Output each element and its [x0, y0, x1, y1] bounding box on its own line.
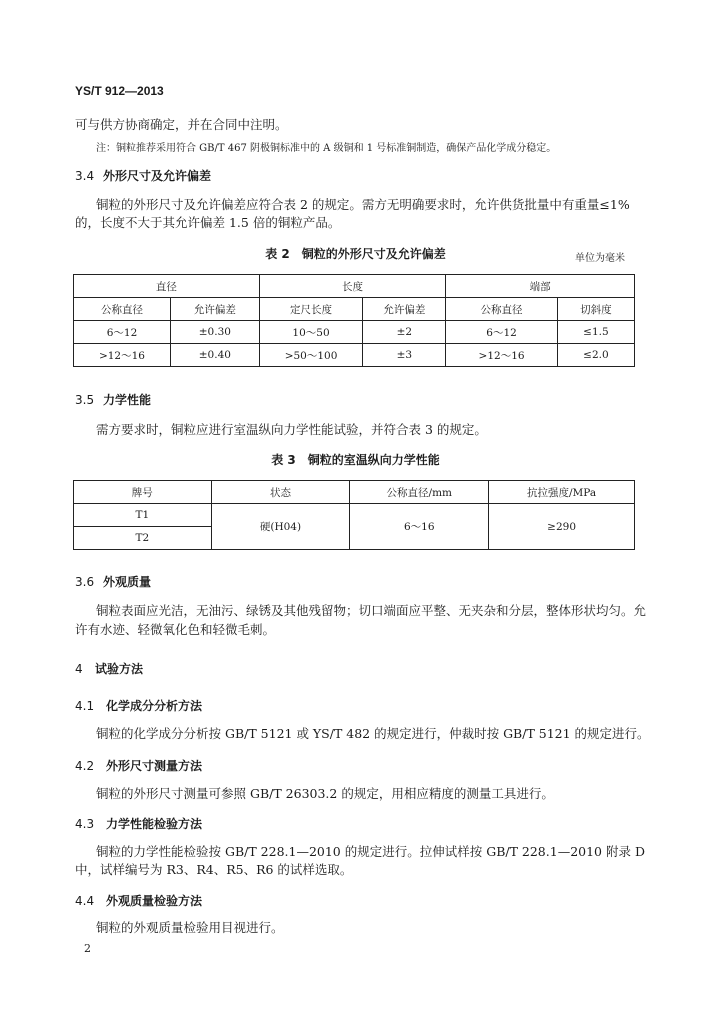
- section-title: 外形尺寸测量方法: [106, 759, 203, 773]
- table-header-cell: 公称直径: [74, 298, 171, 321]
- table2: [73, 274, 635, 367]
- table-cell: T2: [74, 527, 212, 550]
- table-header-cell: 允许偏差: [170, 298, 259, 321]
- intro-line: 可与供方协商确定，并在合同中注明。: [75, 117, 288, 132]
- section-4-3-para-line2: 中，试样编号为 R3、R4、R5、R6 的试样选取。: [75, 862, 353, 877]
- table-header-cell: 切斜度: [557, 298, 634, 321]
- table-row: [74, 321, 635, 344]
- table-cell: ±0.40: [170, 344, 259, 367]
- section-4-4-heading: [75, 892, 202, 909]
- section-title: 外观质量: [103, 575, 152, 589]
- table-cell: ≤1.5: [557, 321, 634, 344]
- table3: [73, 480, 635, 550]
- table-cell: 10～50: [259, 321, 363, 344]
- section-4-2-heading: [75, 757, 202, 774]
- table-cell: 6～12: [446, 321, 557, 344]
- table-cell: 6～12: [74, 321, 171, 344]
- table-header-cell: 牌号: [74, 481, 212, 504]
- section-3-4-heading: [75, 167, 211, 184]
- section-title: 力学性能检验方法: [106, 817, 203, 831]
- table-header-cell: 抗拉强度/MPa: [489, 481, 635, 504]
- table-group-header: 长度: [259, 275, 446, 298]
- section-number: 4.2: [75, 759, 95, 773]
- table-row: [74, 298, 635, 321]
- table-header-cell: 公称直径/mm: [350, 481, 489, 504]
- section-title: 力学性能: [103, 393, 152, 407]
- section-number: 3.4: [75, 169, 95, 183]
- section-4-2-para: 铜粒的外形尺寸测量可参照 GB/T 26303.2 的规定，用相应精度的测量工具进行。: [96, 786, 554, 801]
- table-cell: 6～16: [350, 504, 489, 550]
- section-3-4-para-line1: 铜粒的外形尺寸及允许偏差应符合表 2 的规定。需方无明确要求时，允许供货批量中有重量≤1%: [96, 197, 630, 212]
- section-title: 化学成分分析方法: [106, 699, 203, 713]
- section-number: 3.5: [75, 393, 95, 407]
- table-row: [74, 504, 635, 527]
- table-cell: ≤2.0: [557, 344, 634, 367]
- section-4-heading: [75, 660, 143, 677]
- table-header-cell: 允许偏差: [363, 298, 446, 321]
- section-number: 3.6: [75, 575, 95, 589]
- section-number: 4.1: [75, 699, 95, 713]
- section-3-4-para-line2: 的，长度不大于其允许偏差 1.5 倍的铜粒产品。: [75, 215, 341, 230]
- table-cell: ±3: [363, 344, 446, 367]
- table3-caption: 表 3 铜粒的室温纵向力学性能: [271, 453, 440, 467]
- section-3-6-para-line1: 铜粒表面应光洁，无油污、绿锈及其他残留物；切口端面应平整、无夹杂和分层，整体形状均匀。允: [96, 603, 647, 618]
- table-cell: 硬(H04): [211, 504, 350, 550]
- table-cell: ≥290: [489, 504, 635, 550]
- section-4-1-para: 铜粒的化学成分分析按 GB/T 5121 或 YS/T 482 的规定进行，仲裁时按 GB/T 5121 的规定进行。: [96, 726, 650, 741]
- section-3-6-para-line2: 许有水迹、轻微氧化色和轻微毛刺。: [75, 622, 276, 637]
- section-title: 外形尺寸及允许偏差: [103, 169, 212, 183]
- table-cell: >12～16: [74, 344, 171, 367]
- section-3-5-heading: [75, 391, 151, 408]
- table2-unit: 单位为毫米: [575, 253, 625, 264]
- table-row: [74, 275, 635, 298]
- table-cell: T1: [74, 504, 212, 527]
- table2-caption: 表 2 铜粒的外形尺寸及允许偏差: [265, 247, 446, 261]
- table-header-cell: 状态: [211, 481, 350, 504]
- section-3-6-heading: [75, 573, 151, 590]
- section-4-3-heading: [75, 815, 202, 832]
- table-cell: >12～16: [446, 344, 557, 367]
- page-number: 2: [84, 942, 91, 955]
- section-title: 试验方法: [95, 662, 144, 676]
- standard-code: YS/T 912—2013: [75, 84, 164, 98]
- table-cell: ±0.30: [170, 321, 259, 344]
- section-4-1-heading: [75, 697, 202, 714]
- intro-note: 注：铜粒推荐采用符合 GB/T 467 阴极铜标准中的 A 级铜和 1 号标准铜制造，确保产品化学成分稳定。: [96, 143, 557, 154]
- table-cell: >50～100: [259, 344, 363, 367]
- section-4-3-para-line1: 铜粒的力学性能检验按 GB/T 228.1—2010 的规定进行。拉伸试样按 GB/T 228.1—2010 附录 D: [96, 844, 645, 859]
- table-row: [74, 344, 635, 367]
- section-4-4-para: 铜粒的外观质量检验用目视进行。: [96, 920, 284, 935]
- table-header-cell: 定尺长度: [259, 298, 363, 321]
- table-group-header: 直径: [74, 275, 260, 298]
- table-row: [74, 481, 635, 504]
- section-number: 4: [75, 662, 83, 676]
- section-number: 4.4: [75, 894, 95, 908]
- section-number: 4.3: [75, 817, 95, 831]
- section-title: 外观质量检验方法: [106, 894, 203, 908]
- table-cell: ±2: [363, 321, 446, 344]
- table-group-header: 端部: [446, 275, 635, 298]
- section-3-5-para: 需方要求时，铜粒应进行室温纵向力学性能试验，并符合表 3 的规定。: [96, 422, 487, 437]
- table-header-cell: 公称直径: [446, 298, 557, 321]
